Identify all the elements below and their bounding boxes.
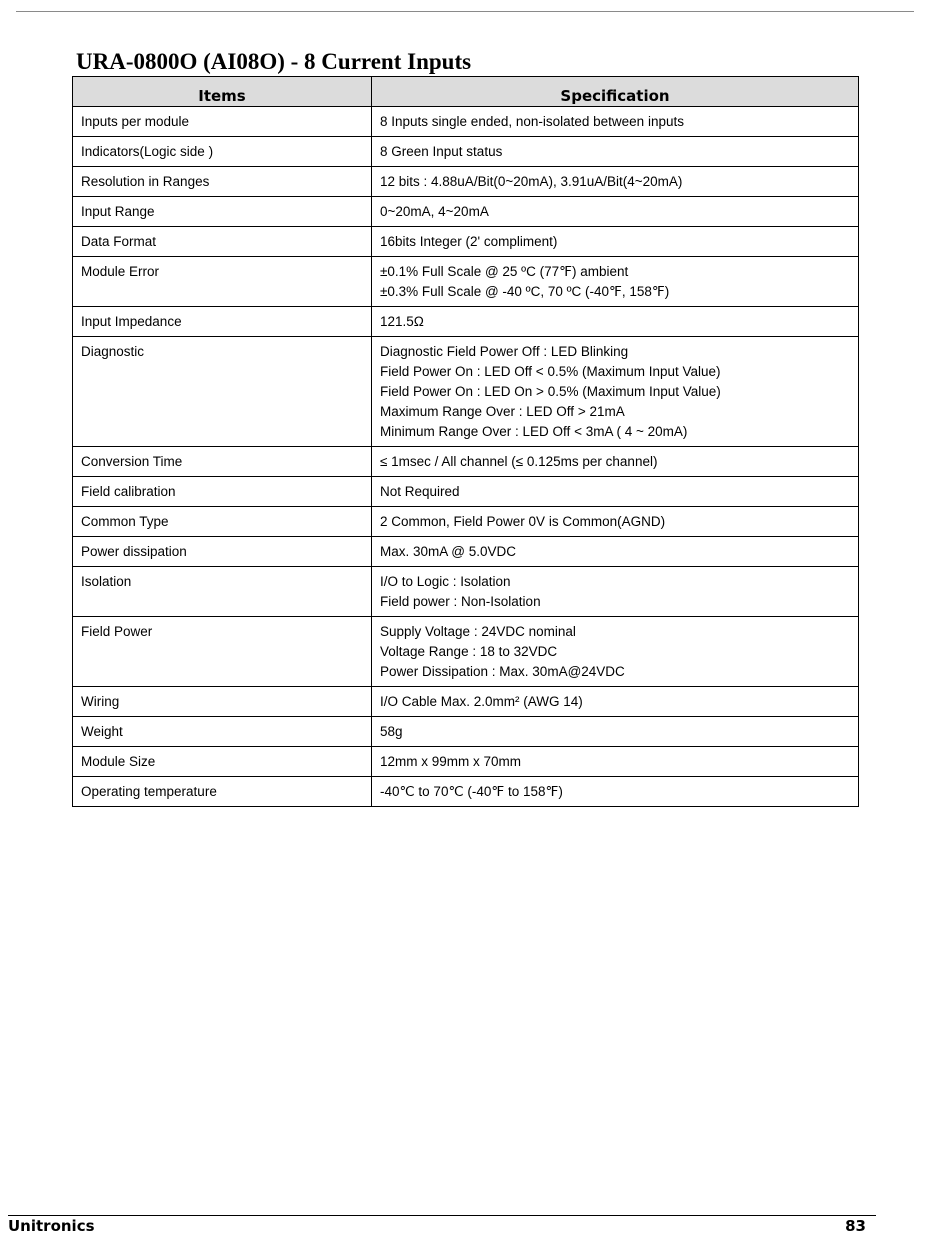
page-number: 83	[845, 1217, 866, 1235]
table-row	[73, 717, 859, 747]
specification-line: Maximum Range Over : LED Off > 21mA	[380, 404, 625, 419]
specification-line: 12 bits : 4.88uA/Bit(0~20mA), 3.91uA/Bit(4~20mA)	[380, 174, 683, 189]
specification-cell	[372, 257, 859, 307]
specification-cell	[372, 167, 859, 197]
table-row	[73, 107, 859, 137]
specification-line: 16bits Integer (2' compliment)	[380, 234, 558, 249]
specification-cell	[372, 687, 859, 717]
table-row	[73, 257, 859, 307]
item-cell: Indicators(Logic side )	[73, 137, 372, 167]
table-row	[73, 447, 859, 477]
specification-line: 8 Inputs single ended, non-isolated between inputs	[380, 114, 684, 129]
table-row	[73, 307, 859, 337]
item-cell: Field calibration	[73, 477, 372, 507]
table-row	[73, 777, 859, 807]
item-cell: Input Range	[73, 197, 372, 227]
item-cell: Resolution in Ranges	[73, 167, 372, 197]
item-cell: Common Type	[73, 507, 372, 537]
specification-cell	[372, 567, 859, 617]
item-cell: Input Impedance	[73, 307, 372, 337]
specification-line: 8 Green Input status	[380, 144, 503, 159]
specification-line: 0~20mA, 4~20mA	[380, 204, 489, 219]
specification-line: -40℃ to 70℃ (-40℉ to 158℉)	[380, 784, 563, 799]
table-row	[73, 227, 859, 257]
specification-line: Minimum Range Over : LED Off < 3mA ( 4 ~ 20mA)	[380, 424, 688, 439]
specification-cell	[372, 537, 859, 567]
specification-table	[72, 76, 859, 807]
specification-line: Voltage Range : 18 to 32VDC	[380, 644, 558, 659]
item-cell: Field Power	[73, 617, 372, 687]
specification-cell	[372, 137, 859, 167]
specification-line: Not Required	[380, 484, 460, 499]
item-cell: Data Format	[73, 227, 372, 257]
footer-divider	[8, 1215, 876, 1216]
footer-brand: Unitronics	[8, 1217, 95, 1235]
item-cell: Weight	[73, 717, 372, 747]
specification-line: I/O to Logic : Isolation	[380, 574, 511, 589]
specification-cell	[372, 507, 859, 537]
specification-line: 58g	[380, 724, 403, 739]
table-header-row	[73, 77, 859, 107]
item-cell: Operating temperature	[73, 777, 372, 807]
item-cell: Module Size	[73, 747, 372, 777]
table-row	[73, 567, 859, 617]
table-row	[73, 337, 859, 447]
table-row	[73, 197, 859, 227]
specification-line: ±0.1% Full Scale @ 25 ºC (77℉) ambient	[380, 264, 629, 279]
specification-cell	[372, 777, 859, 807]
table-row	[73, 747, 859, 777]
specification-line: Field power : Non-Isolation	[380, 594, 541, 609]
specification-line: 12mm x 99mm x 70mm	[380, 754, 522, 769]
item-cell: Diagnostic	[73, 337, 372, 447]
page-title: URA-0800O (AI08O) - 8 Current Inputs	[76, 49, 472, 74]
table-row	[73, 617, 859, 687]
item-cell: Wiring	[73, 687, 372, 717]
specification-line: 2 Common, Field Power 0V is Common(AGND)	[380, 514, 666, 529]
table-row	[73, 167, 859, 197]
table-row	[73, 137, 859, 167]
specification-cell	[372, 227, 859, 257]
top-divider	[16, 11, 914, 12]
specification-line: Max. 30mA @ 5.0VDC	[380, 544, 517, 559]
specification-line: I/O Cable Max. 2.0mm² (AWG 14)	[380, 694, 583, 709]
item-cell: Module Error	[73, 257, 372, 307]
specification-cell	[372, 197, 859, 227]
specification-line: Supply Voltage : 24VDC nominal	[380, 624, 576, 639]
specification-cell	[372, 337, 859, 447]
specification-line: Field Power On : LED On > 0.5% (Maximum Input Value)	[380, 384, 721, 399]
specification-line: 121.5Ω	[380, 314, 424, 329]
specification-line: Diagnostic Field Power Off : LED Blinking	[380, 344, 629, 359]
specification-line: Power Dissipation : Max. 30mA@24VDC	[380, 664, 625, 679]
table-row	[73, 687, 859, 717]
specification-cell	[372, 747, 859, 777]
specification-cell	[372, 307, 859, 337]
specification-cell	[372, 717, 859, 747]
specification-line: ±0.3% Full Scale @ -40 ºC, 70 ºC (-40℉, 158℉)	[380, 284, 670, 299]
specification-cell	[372, 447, 859, 477]
column-header-items: Items	[73, 77, 372, 107]
item-cell: Power dissipation	[73, 537, 372, 567]
table-row	[73, 537, 859, 567]
specification-cell	[372, 107, 859, 137]
specification-line: ≤ 1msec / All channel (≤ 0.125ms per channel)	[380, 454, 658, 469]
specification-line: Field Power On : LED Off < 0.5% (Maximum Input Value)	[380, 364, 721, 379]
specification-cell	[372, 617, 859, 687]
specification-table-body	[73, 107, 859, 807]
table-row	[73, 507, 859, 537]
column-header-specification: Specification	[372, 77, 859, 107]
item-cell: Isolation	[73, 567, 372, 617]
item-cell: Conversion Time	[73, 447, 372, 477]
table-row	[73, 477, 859, 507]
specification-cell	[372, 477, 859, 507]
item-cell: Inputs per module	[73, 107, 372, 137]
